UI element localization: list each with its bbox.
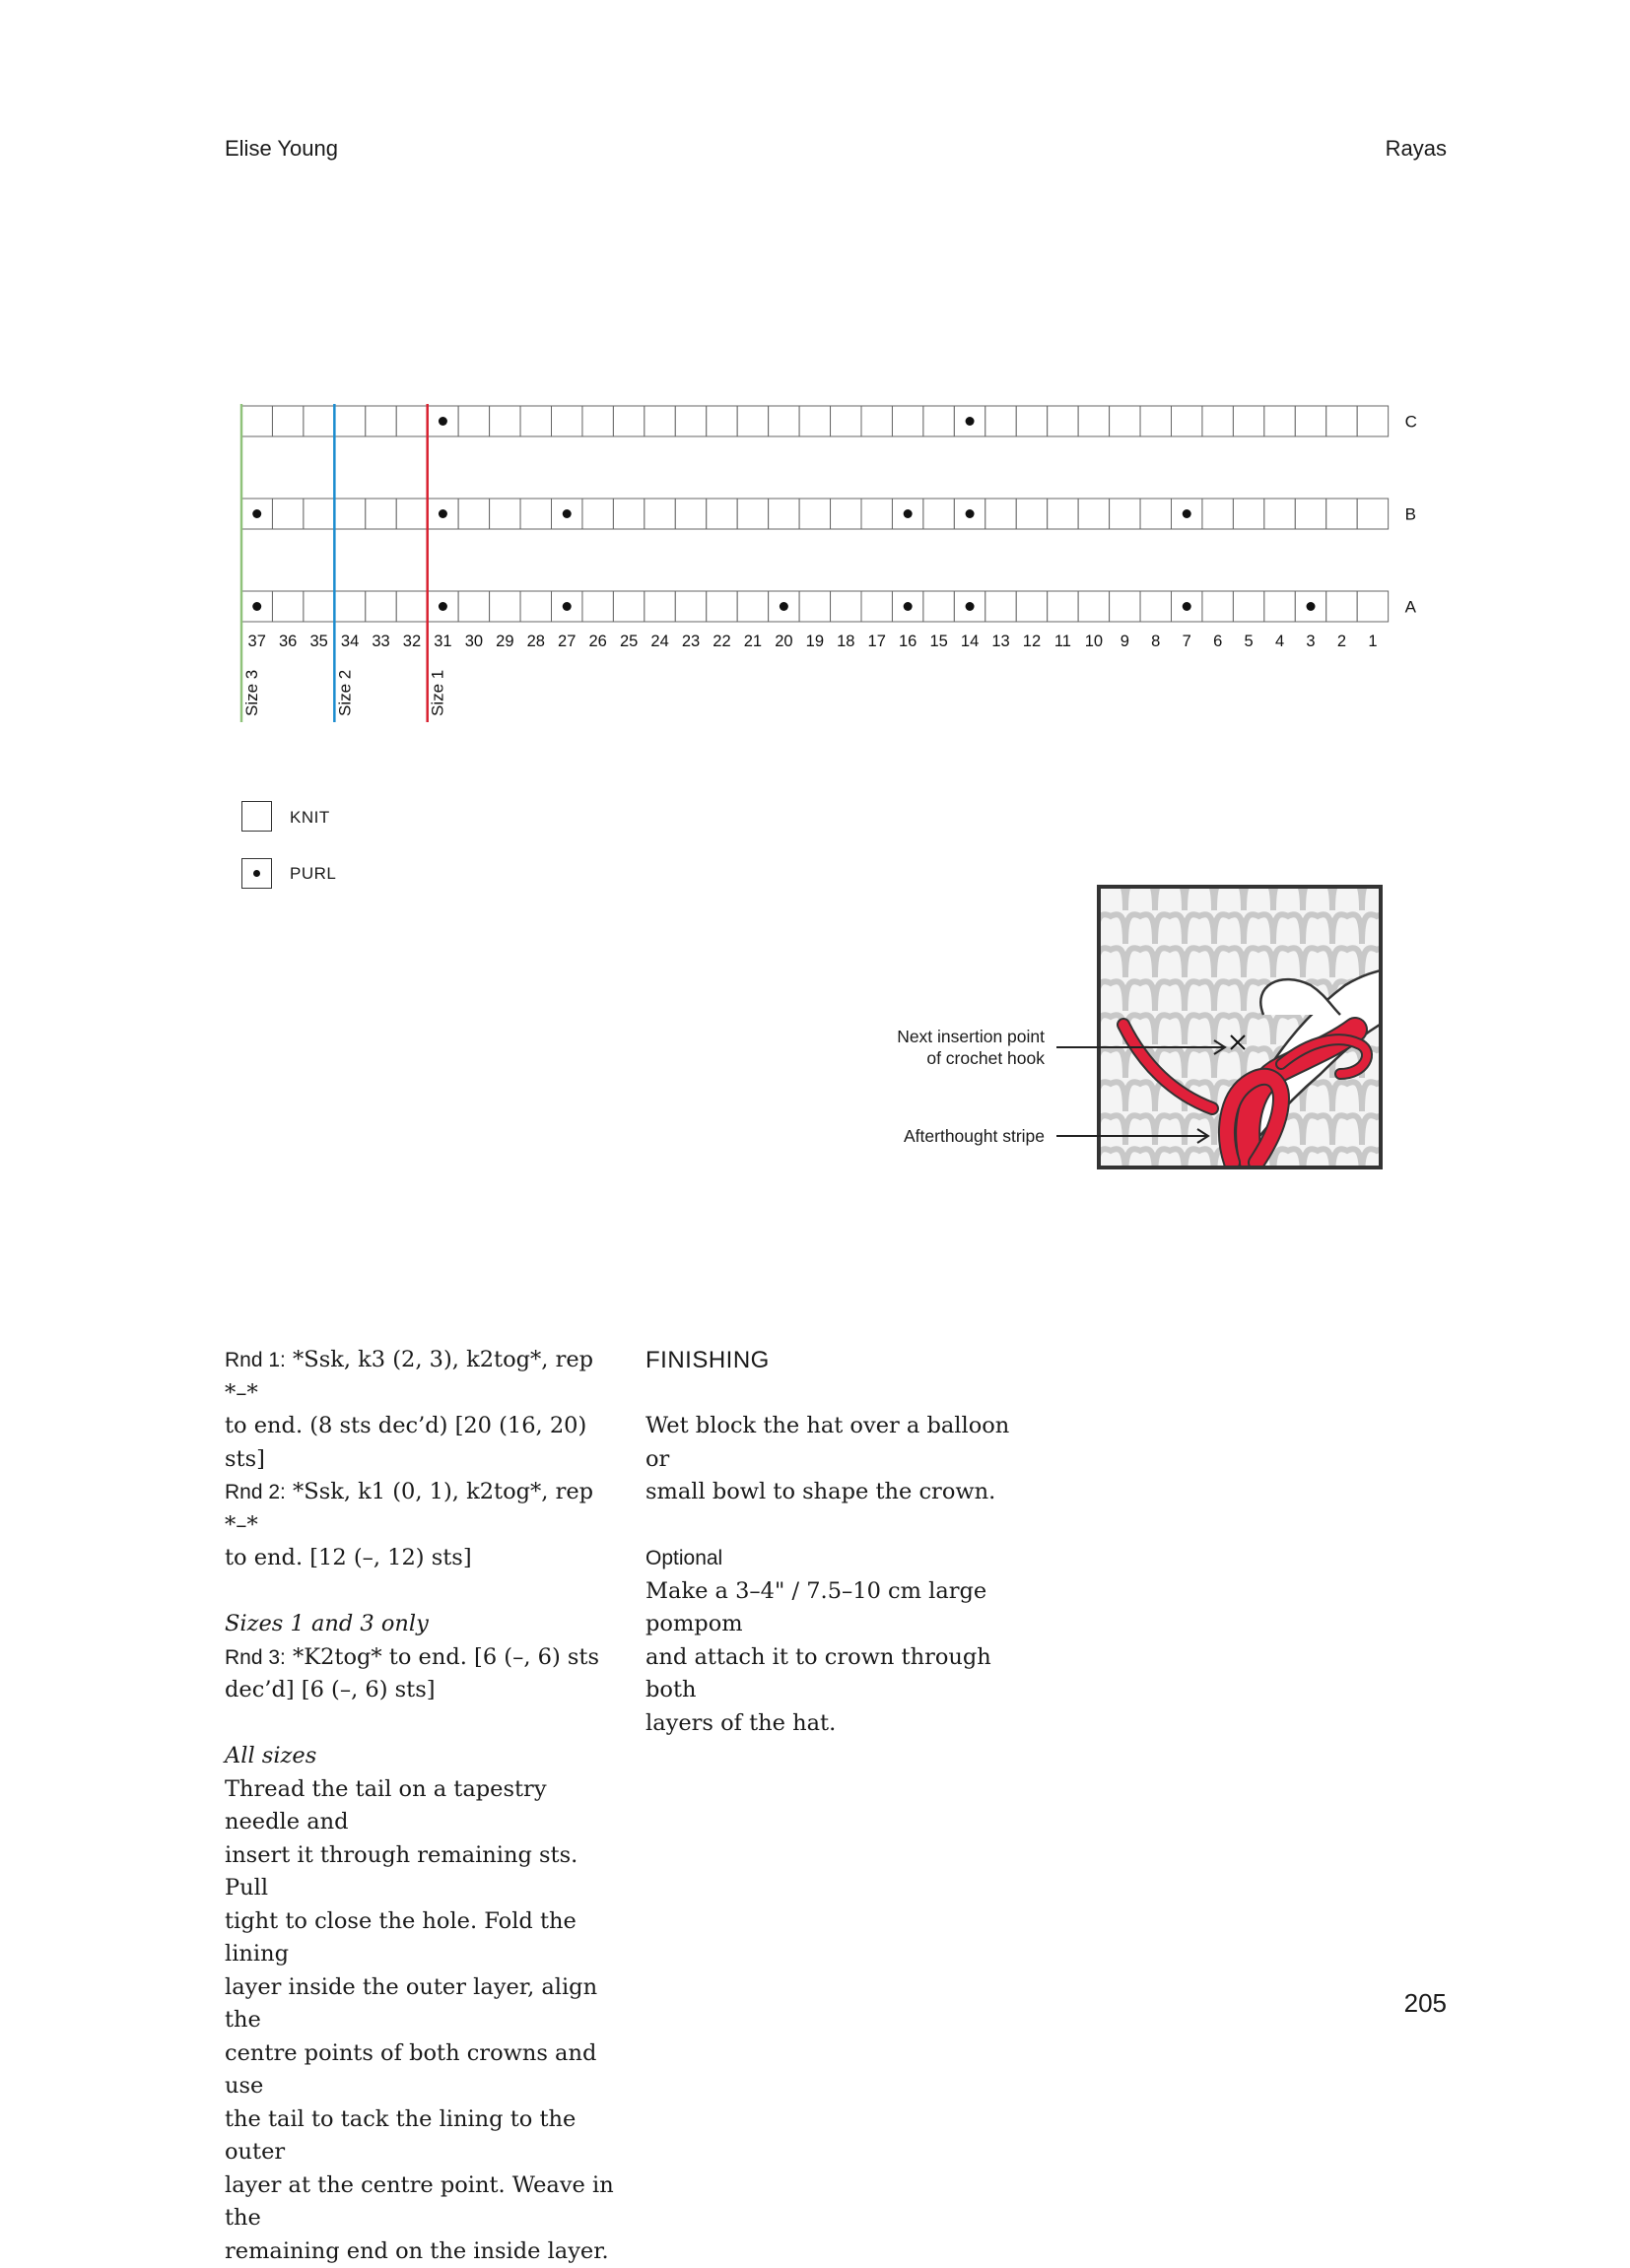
legend-purl-label: PURL: [290, 864, 336, 884]
column-number: 35: [309, 633, 327, 650]
paragraph-line: the tail to tack the lining to the outer: [225, 2103, 619, 2169]
rnd3-line1: [225, 1641, 619, 1675]
column-number: 33: [372, 633, 389, 650]
column-number: 37: [248, 633, 266, 650]
column-number: 27: [558, 633, 576, 650]
all-sizes-heading: All sizes: [225, 1740, 619, 1773]
column-number: 29: [496, 633, 513, 650]
column-number: 4: [1275, 633, 1284, 650]
rnd1-label: Rnd 1:: [225, 1349, 286, 1371]
column-number: 9: [1121, 633, 1129, 650]
column-number: 36: [279, 633, 297, 650]
rnd2-text: *Ssk, k1 (0, 1), k2tog*, rep *–*: [225, 1479, 593, 1538]
rnd2-line1: [225, 1476, 619, 1542]
column-number: 7: [1183, 633, 1191, 650]
column-number: 31: [434, 633, 451, 650]
column-number: 26: [588, 633, 606, 650]
column-number: 34: [341, 633, 359, 650]
right-column: [645, 1344, 1040, 1740]
column-number: 11: [1054, 633, 1071, 650]
rnd3-label: Rnd 3:: [225, 1646, 286, 1669]
legend-knit-label: KNIT: [290, 808, 330, 828]
paragraph-line: insert it through remaining sts. Pull: [225, 1839, 619, 1905]
callout-insertion-point: [897, 1026, 1045, 1069]
rnd3-text: *K2tog* to end. [6 (–, 6) sts: [286, 1644, 599, 1670]
optional-heading: Optional: [645, 1542, 1040, 1575]
column-number: 3: [1306, 633, 1315, 650]
finishing-line2: small bowl to shape the crown.: [645, 1476, 1040, 1509]
column-number: 13: [991, 633, 1009, 650]
paragraph-line: tight to close the hole. Fold the lining: [225, 1905, 619, 1971]
rnd3-line2: dec’d] [6 (–, 6) sts]: [225, 1674, 619, 1707]
row-label: C: [1405, 413, 1417, 432]
column-number: 25: [620, 633, 638, 650]
column-number: 28: [527, 633, 545, 650]
column-number: 30: [465, 633, 483, 650]
callout-afterthought-stripe: Afterthought stripe: [904, 1125, 1045, 1147]
row-label: B: [1405, 505, 1416, 524]
size-marker-label: Size 1: [429, 670, 447, 716]
paragraph-line: centre points of both crowns and use: [225, 2037, 619, 2103]
pattern-name: Rayas: [1386, 136, 1447, 162]
sizes-1-3-heading: Sizes 1 and 3 only: [225, 1608, 619, 1641]
left-column: [225, 1344, 619, 2268]
author-name: Elise Young: [225, 136, 338, 162]
column-number: 15: [929, 633, 947, 650]
rnd1-line2: to end. (8 sts dec’d) [20 (16, 20) sts]: [225, 1410, 619, 1476]
column-number: 2: [1337, 633, 1346, 650]
column-number: 19: [806, 633, 824, 650]
optional-line1: Make a 3–4" / 7.5–10 cm large pompom: [645, 1575, 1040, 1641]
column-number: 18: [837, 633, 854, 650]
callout-insertion-line2: of crochet hook: [897, 1047, 1045, 1069]
column-number: 6: [1213, 633, 1222, 650]
column-number: 23: [682, 633, 700, 650]
paragraph-line: remaining end on the inside layer.: [225, 2235, 619, 2268]
column-number: 8: [1151, 633, 1160, 650]
row-label: A: [1405, 598, 1417, 617]
rnd1-text: *Ssk, k3 (2, 3), k2tog*, rep *–*: [225, 1347, 593, 1406]
rnd1-line1: [225, 1344, 619, 1410]
rnd2-label: Rnd 2:: [225, 1481, 286, 1503]
column-number: 20: [775, 633, 792, 650]
column-number: 14: [961, 633, 979, 650]
column-number: 21: [744, 633, 762, 650]
column-number: 17: [868, 633, 886, 650]
column-number: 22: [713, 633, 730, 650]
paragraph-line: layer at the centre point. Weave in the: [225, 2169, 619, 2235]
optional-line3: layers of the hat.: [645, 1707, 1040, 1741]
paragraph-line: Thread the tail on a tapestry needle and: [225, 1773, 619, 1839]
callout-insertion-line1: Next insertion point: [897, 1026, 1045, 1047]
finishing-line1: Wet block the hat over a balloon or: [645, 1410, 1040, 1476]
column-number: 12: [1023, 633, 1041, 650]
size-marker-label: Size 3: [242, 670, 261, 716]
column-number: 1: [1368, 633, 1377, 650]
column-number: 24: [650, 633, 668, 650]
column-number: 32: [403, 633, 421, 650]
column-number: 5: [1245, 633, 1254, 650]
finishing-heading: FINISHING: [645, 1344, 1040, 1377]
page-number: 205: [1404, 1988, 1447, 2019]
optional-line2: and attach it to crown through both: [645, 1641, 1040, 1707]
paragraph-line: layer inside the outer layer, align the: [225, 1971, 619, 2037]
size-marker-label: Size 2: [335, 670, 354, 716]
rnd2-line2: to end. [12 (–, 12) sts]: [225, 1542, 619, 1575]
column-number: 16: [899, 633, 917, 650]
column-number: 10: [1085, 633, 1103, 650]
